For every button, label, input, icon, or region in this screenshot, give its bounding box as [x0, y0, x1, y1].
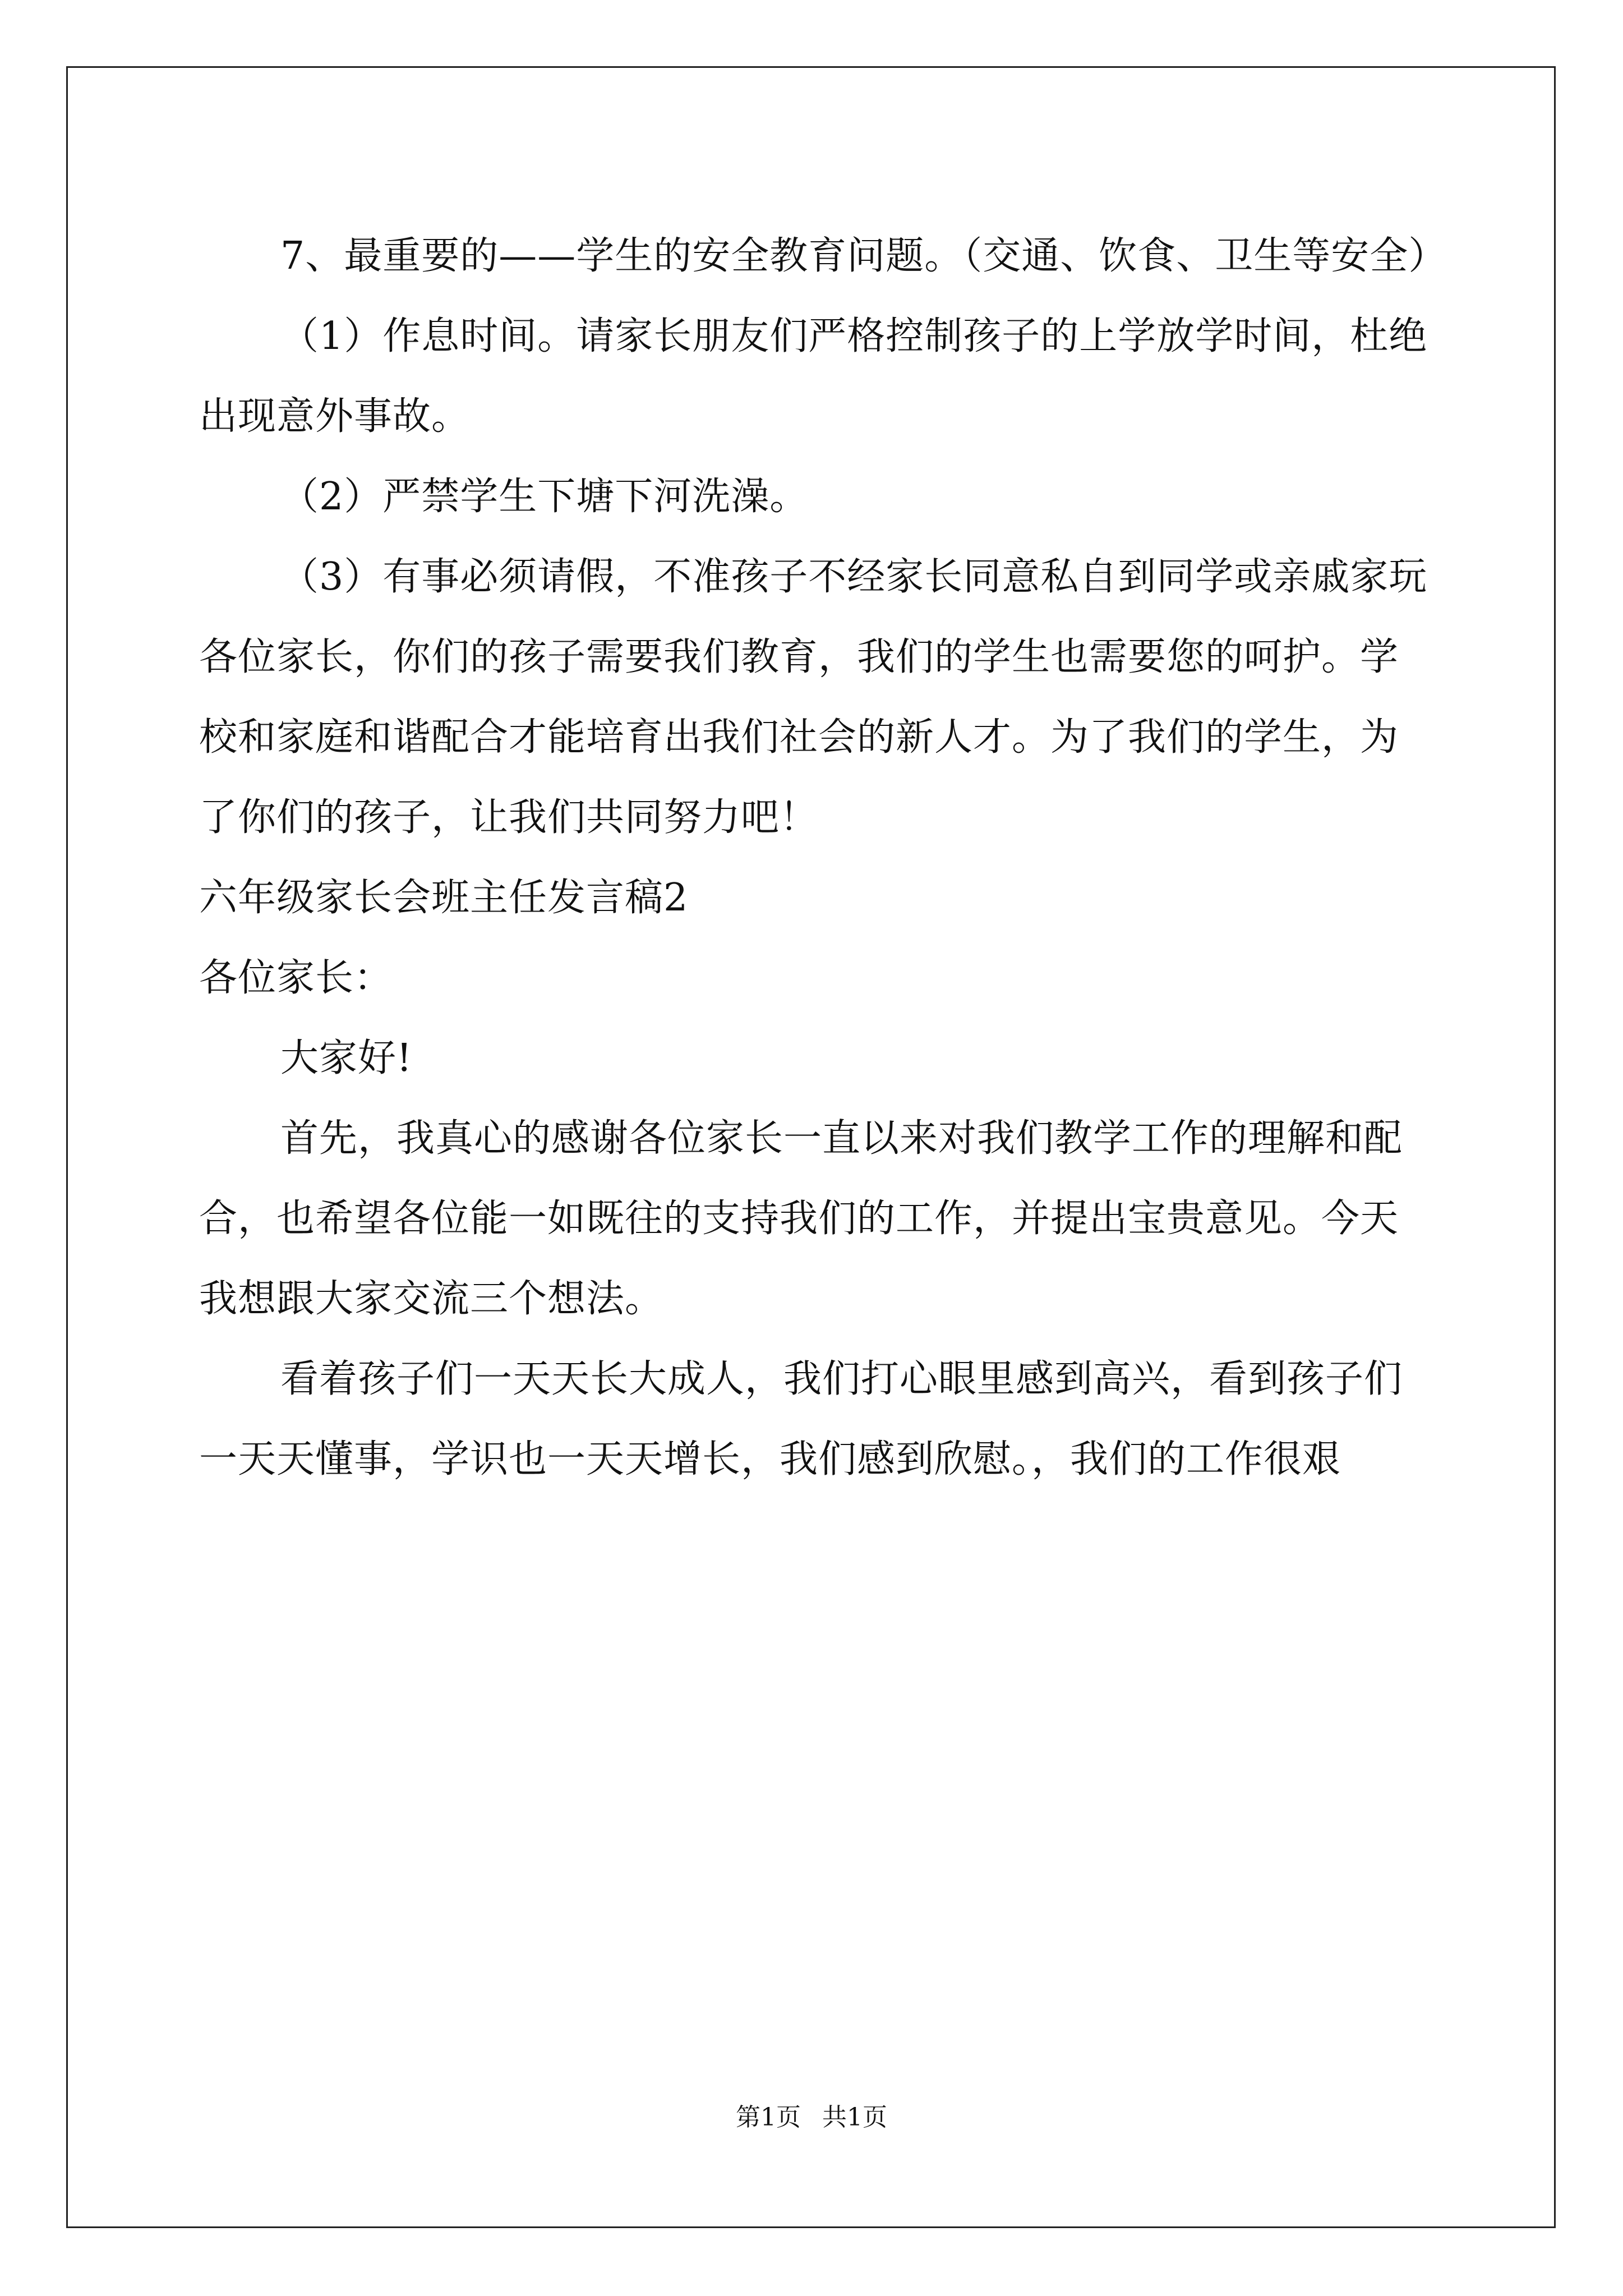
section-title: 六年级家长会班主任发言稿2: [199, 876, 689, 920]
page-footer: [0, 2101, 1623, 2134]
paragraph-growth: 看着孩子们一天天长大成人，我们打心眼里感到高兴，看到孩子们一天天懂事，学识也一天天增长，我们感到欣慰。，我们的工作很艰: [199, 1357, 1403, 1481]
paragraph-schedule: （1）作息时间。请家长朋友们严格控制孩子的上学放学时间，杜绝出现意外事故。: [199, 314, 1428, 439]
paragraph-leave-request: （3）有事必须请假，不准孩子不经家长同意私自到同学或亲戚家玩各位家长，你们的孩子需要我们教育，我们的学生也需要您的呵护。学校和家庭和谐配合才能培育出我们社会的新人才。为了我们的学生，为了你们的孩子，让我们共同努力吧！: [199, 555, 1428, 840]
paragraph-thanks: 首先，我真心的感谢各位家长一直以来对我们教学工作的理解和配合，也希望各位能一如既往的支持我们的工作，并提出宝贵意见。今天我想跟大家交流三个想法。: [199, 1116, 1403, 1321]
salutation: 各位家长：: [199, 956, 393, 1000]
page-number: 第1页: [736, 2103, 801, 2132]
page-total: 共1页: [822, 2103, 887, 2132]
paragraph-no-swimming: （2）严禁学生下塘下河洗澡。: [280, 475, 809, 519]
greeting: 大家好!: [280, 1036, 413, 1080]
document-body: [199, 216, 1447, 1499]
paragraph-safety-heading: 7、最重要的——学生的安全教育问题。（交通、饮食、卫生等安全）: [280, 234, 1447, 278]
